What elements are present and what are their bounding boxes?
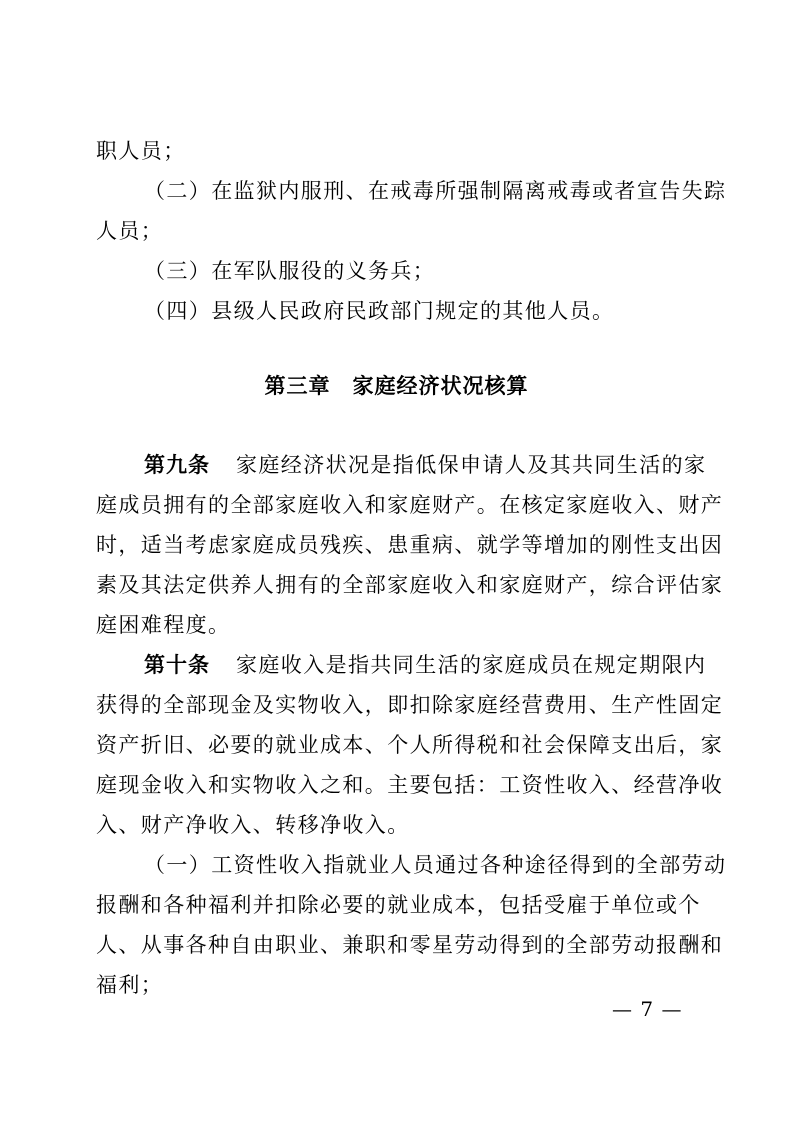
text-line: 职人员；	[96, 139, 186, 163]
text-line: 人员；	[96, 219, 164, 243]
text-line: 素及其法定供养人拥有的全部家庭收入和家庭财产，综合评估家	[96, 573, 724, 597]
article-10-text: 家庭收入是指共同生活的家庭成员在规定期限内	[236, 653, 707, 677]
text-line: 庭成员拥有的全部家庭收入和家庭财产。在核定家庭收入、财产	[96, 493, 724, 517]
article-9-heading: 第九条	[144, 453, 210, 477]
text-line: 时，适当考虑家庭成员残疾、患重病、就学等增加的刚性支出因	[96, 533, 724, 557]
article-9-first-line	[144, 451, 706, 479]
text-line: 庭现金收入和实物收入之和。主要包括：工资性收入、经营净收	[96, 773, 724, 797]
article-10-first-line	[144, 651, 706, 679]
text-line: 福利；	[96, 973, 164, 997]
article-9-text: 家庭经济状况是指低保申请人及其共同生活的家	[236, 453, 707, 477]
page-number: — 7 —	[612, 997, 683, 1021]
text-line: （三）在军队服役的义务兵；	[144, 259, 436, 283]
text-line: 庭困难程度。	[96, 613, 231, 637]
article-10-heading: 第十条	[144, 653, 210, 677]
text-line: 报酬和各种福利并扣除必要的就业成本，包括受雇于单位或个	[96, 893, 701, 917]
text-line: 资产折旧、必要的就业成本、个人所得税和社会保障支出后，家	[96, 733, 724, 757]
text-line: 获得的全部现金及实物收入，即扣除家庭经营费用、生产性固定	[96, 693, 724, 717]
chapter-title: 第三章 家庭经济状况核算	[264, 374, 529, 398]
text-line: （四）县级人民政府民政部门规定的其他人员。	[144, 299, 615, 323]
text-line: 人、从事各种自由职业、兼职和零星劳动得到的全部劳动报酬和	[96, 933, 724, 957]
text-line: （一）工资性收入指就业人员通过各种途径得到的全部劳动	[144, 853, 727, 877]
text-line: 入、财产净收入、转移净收入。	[96, 813, 410, 837]
text-line: （二）在监狱内服刑、在戒毒所强制隔离戒毒或者宣告失踪	[144, 179, 727, 203]
